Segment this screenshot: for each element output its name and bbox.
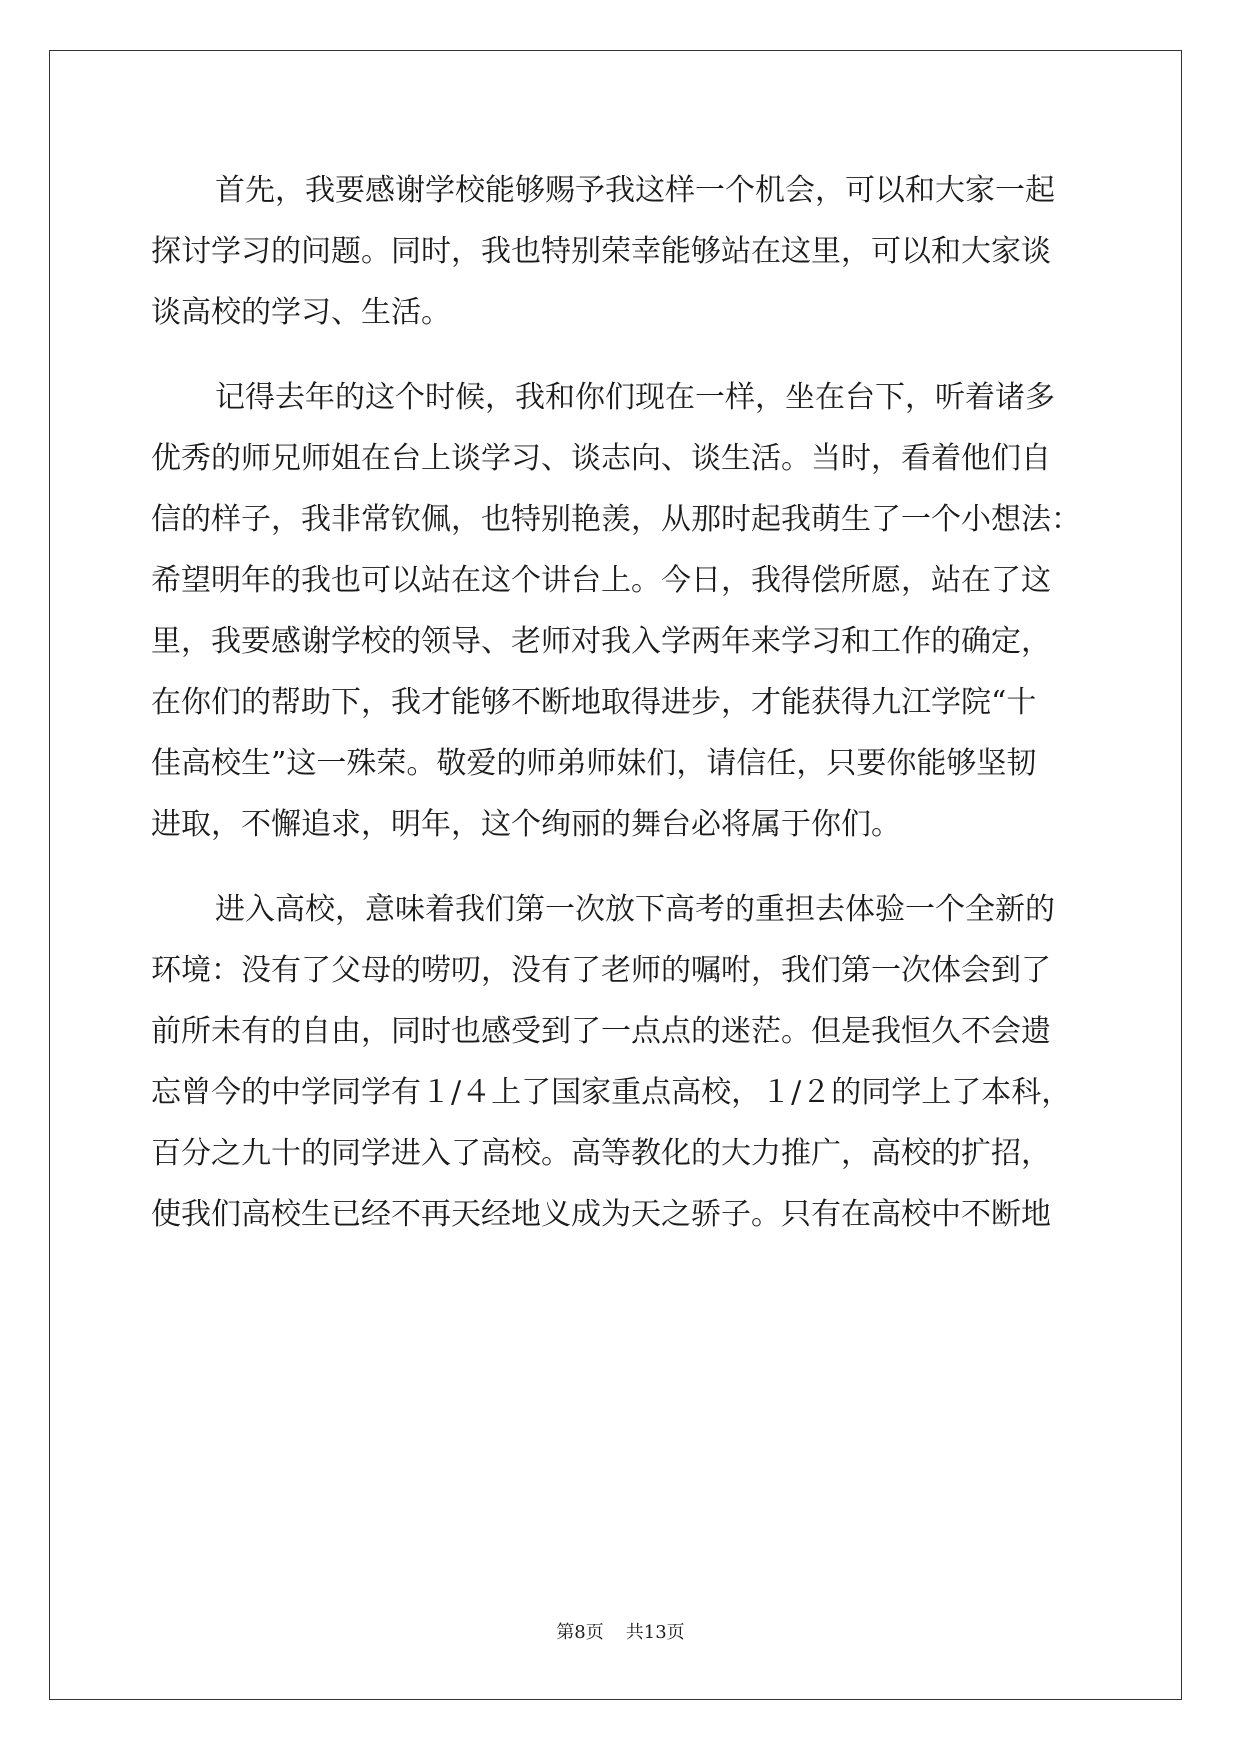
page-number: 第8页 — [556, 1622, 604, 1643]
paragraph-2-line-8: 进取，不懈追求，明年，这个绚丽的舞台必将属于你们。 — [151, 807, 901, 842]
paragraph-2-line-6: 在你们的帮助下，我才能够不断地取得进步，才能获得九江学院“十 — [151, 685, 1037, 720]
paragraph-1-line-3: 谈高校的学习、生活。 — [151, 295, 451, 330]
paragraph-1-line-1: 首先，我要感谢学校能够赐予我这样一个机会，可以和大家一起 — [215, 173, 1055, 208]
paragraph-2-line-5: 里，我要感谢学校的领导、老师对我入学两年来学习和工作的确定， — [151, 624, 1051, 659]
page-footer — [0, 1618, 1241, 1644]
paragraph-3-line-5: 百分之九十的同学进入了高校。高等教化的大力推广，高校的扩招， — [151, 1136, 1051, 1171]
paragraph-3-line-4: 忘曾今的中学同学有１/４上了国家重点高校，１/２的同学上了本科， — [151, 1075, 1072, 1110]
paragraph-2-line-3: 信的样子，我非常钦佩，也特别艳羡，从那时起我萌生了一个小想法： — [151, 502, 1081, 537]
paragraph-3-line-3: 前所未有的自由，同时也感受到了一点点的迷茫。但是我恒久不会遗 — [151, 1014, 1051, 1049]
paragraph-3-line-2: 环境：没有了父母的唠叨，没有了老师的嘱咐，我们第一次体会到了 — [151, 953, 1051, 988]
document-body — [151, 160, 1091, 1245]
paragraph-2-line-2: 优秀的师兄师姐在台上谈学习、谈志向、谈生活。当时，看着他们自 — [151, 441, 1051, 476]
paragraph-2-line-1: 记得去年的这个时候，我和你们现在一样，坐在台下，听着诸多 — [215, 380, 1055, 415]
paragraph-2-line-4: 希望明年的我也可以站在这个讲台上。今日，我得偿所愿，站在了这 — [151, 563, 1051, 598]
paragraph-3-line-6: 使我们高校生已经不再天经地义成为天之骄子。只有在高校中不断地 — [151, 1197, 1051, 1232]
paragraph-1-line-2: 探讨学习的问题。同时，我也特别荣幸能够站在这里，可以和大家谈 — [151, 234, 1051, 269]
page-total: 共13页 — [625, 1622, 685, 1643]
paragraph-3-line-1: 进入高校，意味着我们第一次放下高考的重担去体验一个全新的 — [215, 892, 1055, 927]
paragraph-2-line-7: 佳高校生”这一殊荣。敬爱的师弟师妹们，请信任，只要你能够坚韧 — [151, 746, 1037, 781]
